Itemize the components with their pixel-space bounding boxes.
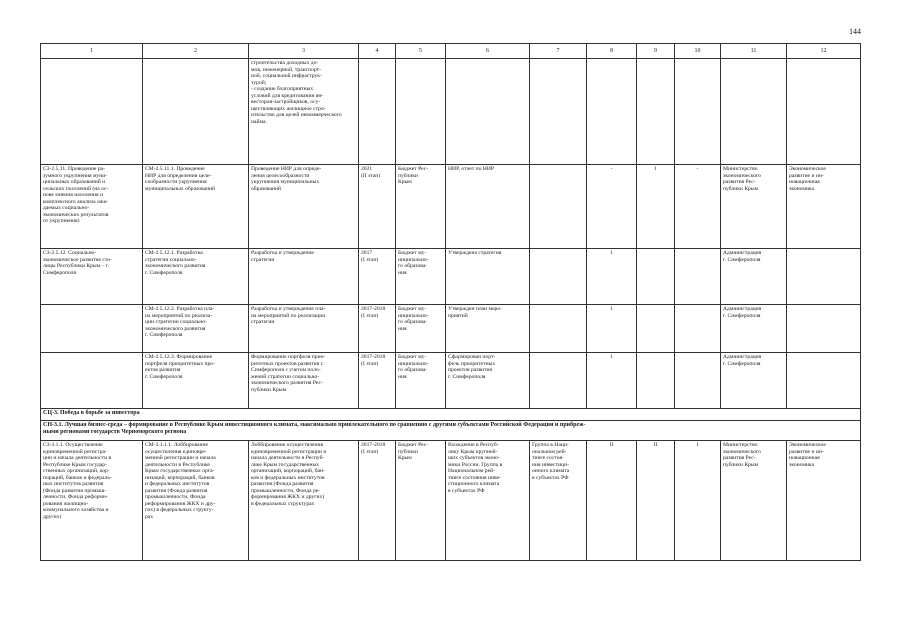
result-cell: НИР, отчет по НИР	[446, 165, 530, 249]
result-cell	[446, 59, 530, 165]
result-cell: Сформирован порт- фель приоритетных проектов развития г. Симферополя	[446, 353, 530, 409]
measure-cell: СМ-3.1.1.1. Лоббирование осуществления единовре- менной регистрации и начала деятельности в Республике Крым государственных орга- низаций, корпораций, банков и федеральных институтов развития (Фонда развития промышленности, Фонда реформирования ЖКХ и дру- гих) в федеральных структу- рах	[143, 441, 249, 561]
responsible-cell: Администрация г. Симферополя	[721, 305, 787, 353]
content-cell: Разработка и утверждение пла- на мероприятий по реализации стратегии	[249, 305, 359, 353]
value-cell	[675, 249, 721, 305]
value-cell: -	[587, 165, 637, 249]
table-row	[41, 165, 861, 249]
column-number: 12	[787, 44, 861, 59]
task-cell	[41, 353, 143, 409]
task-cell	[41, 305, 143, 353]
value-cell	[637, 249, 675, 305]
column-number: 7	[530, 44, 587, 59]
value-cell: 1	[587, 305, 637, 353]
column-number: 1	[41, 44, 143, 59]
measure-cell: СМ-2.5.11.1. Проведение НИР для определения целе- сообразности укрупнения муниципальных образований	[143, 165, 249, 249]
direction-cell	[787, 249, 861, 305]
value-cell: I	[675, 441, 721, 561]
column-number: 4	[359, 44, 396, 59]
result-cell: Утвержден план меро- приятий	[446, 305, 530, 353]
subsection-heading: СН-3.1. Лучшая бизнес-среда – формирование в Республике Крым инвестиционного климата, максимально привлекательного по сравнению с другими субъектами Российской Федерации и прибреж- ными регионами государств Черноморского региона	[41, 421, 861, 441]
funding-cell: Бюджет Рес- публики Крым	[396, 441, 446, 561]
direction-cell: Экономическое развитие и ин- новационная экономика	[787, 165, 861, 249]
responsible-cell	[721, 59, 787, 165]
funding-cell: Бюджет му- ниципально- го образова- ния	[396, 305, 446, 353]
indicator-cell	[530, 353, 587, 409]
funding-cell	[396, 59, 446, 165]
column-number: 6	[446, 44, 530, 59]
content-cell: Формирование портфеля прио- ритетных проектов развития г. Симферополя с учетом поло- жений стратегии социально- экономического развития Рес- публики Крым	[249, 353, 359, 409]
period-cell	[359, 59, 396, 165]
period-cell: 2017-2018 (I этап)	[359, 441, 396, 561]
value-cell	[587, 59, 637, 165]
result-cell: Утверждена стратегия	[446, 249, 530, 305]
result-cell: Вхождение в Респуб- лику Крым крупней- ших субъектов эконо- мики России. Группа в Национальном рей- тинге состояния инве- стиционного климата в субъектах РФ	[446, 441, 530, 561]
task-cell: СЗ-2.5.11. Проведение ра- зумного укрупнения муни- ципальных образований и сельских поселений (на ос- нове мнения населения и комплексного анализа ожи- даемых социально- экономических результатов от укрупнения)	[41, 165, 143, 249]
column-number: 2	[143, 44, 249, 59]
task-cell	[41, 59, 143, 165]
measure-cell	[143, 59, 249, 165]
funding-cell: Бюджет му- ниципально- го образова- ния	[396, 249, 446, 305]
period-cell: 2017 (I этап)	[359, 249, 396, 305]
value-cell	[637, 59, 675, 165]
period-cell: 2017-2018 (I этап)	[359, 353, 396, 409]
period-cell: 2017-2018 (I этап)	[359, 305, 396, 353]
table-row	[41, 249, 861, 305]
funding-cell: Бюджет му- ниципально- го образова- ния	[396, 353, 446, 409]
section-row	[41, 409, 861, 421]
value-cell	[675, 305, 721, 353]
value-cell: 1	[637, 165, 675, 249]
value-cell: -	[675, 165, 721, 249]
indicator-cell	[530, 249, 587, 305]
table-row	[41, 305, 861, 353]
indicator-cell	[530, 165, 587, 249]
value-cell	[675, 353, 721, 409]
responsible-cell: Администрация г. Симферополя	[721, 353, 787, 409]
value-cell	[637, 353, 675, 409]
column-number: 8	[587, 44, 637, 59]
column-number: 10	[675, 44, 721, 59]
column-number: 9	[637, 44, 675, 59]
column-number-row	[41, 44, 861, 59]
content-cell: Лоббирование осуществления единовременной регистрации и начала деятельности в Респуб- лике Крым государственных организаций, корпораций, бан- ков и федеральных институтов развития (Фонда развития промышленности, Фонда ре- формирования ЖКХ и других) в федеральных структурах	[249, 441, 359, 561]
responsible-cell: Министерство экономического развития Рес- публики Крым	[721, 165, 787, 249]
indicator-cell	[530, 305, 587, 353]
section-heading: СЦ-3. Победа в борьбе за инвестора	[41, 409, 861, 421]
value-cell: II	[587, 441, 637, 561]
table-row	[41, 59, 861, 165]
direction-cell: Экономическое развитие и ин- новационная экономика	[787, 441, 861, 561]
content-cell: строительства доходных до- мов, инженерной, транспорт- ной, социальной инфраструк- турой; - создание благоприятных условий для кредитования ин- весторов-застройщиков, осу- ществляющих жилищное стро- ительство для целей некоммерческого найма.	[249, 59, 359, 165]
measure-cell: СМ-2.5.12.3. Формирование портфеля приоритетных про- ектов развития г. Симферополя	[143, 353, 249, 409]
measure-cell: СМ-2.5.12.1. Разработка стратегии социально- экономического развития г. Симферополя	[143, 249, 249, 305]
page-number: 144	[849, 27, 861, 36]
indicator-cell	[530, 59, 587, 165]
direction-cell	[787, 353, 861, 409]
value-cell	[675, 59, 721, 165]
strategy-table	[40, 43, 861, 561]
value-cell: 1	[587, 249, 637, 305]
indicator-cell: Группа в Наци- ональном рей- тинге состоя- ния инвестици- онного климата в субъектах РФ	[530, 441, 587, 561]
content-cell: Проведение НИР для опреде- ления целесообразности укрупнения муниципальных образований	[249, 165, 359, 249]
responsible-cell: Министерство экономического развития Рес- публики Крым	[721, 441, 787, 561]
measure-cell: СМ-2.5.12.2. Разработка пла- на мероприятий по реализа- ции стратегии социально- экономического развития г. Симферополя	[143, 305, 249, 353]
column-number: 3	[249, 44, 359, 59]
section-row	[41, 421, 861, 441]
direction-cell	[787, 59, 861, 165]
responsible-cell: Администрация г. Симферополя	[721, 249, 787, 305]
column-number: 11	[721, 44, 787, 59]
direction-cell	[787, 305, 861, 353]
table-row	[41, 441, 861, 561]
value-cell: II	[637, 441, 675, 561]
period-cell: 2021 (II этап)	[359, 165, 396, 249]
value-cell	[637, 305, 675, 353]
task-cell: СЗ-2.5.12. Социально- экономическое развитие сто- лицы Республики Крым – г. Симферополя	[41, 249, 143, 305]
funding-cell: Бюджет Рес- публики Крым	[396, 165, 446, 249]
task-cell: СЗ-3.1.1. Осуществление единовременной регистра- ции и начала деятельности в Республике Крым государ- ственных организаций, кор- пораций, банков и федераль- ных институтов развития (Фонда развития промыш- ленности, Фонда реформи- рования жилищно- коммунального хозяйства и других)	[41, 441, 143, 561]
content-cell: Разработка и утверждение стратегии	[249, 249, 359, 305]
column-number: 5	[396, 44, 446, 59]
value-cell: 1	[587, 353, 637, 409]
table-row	[41, 353, 861, 409]
